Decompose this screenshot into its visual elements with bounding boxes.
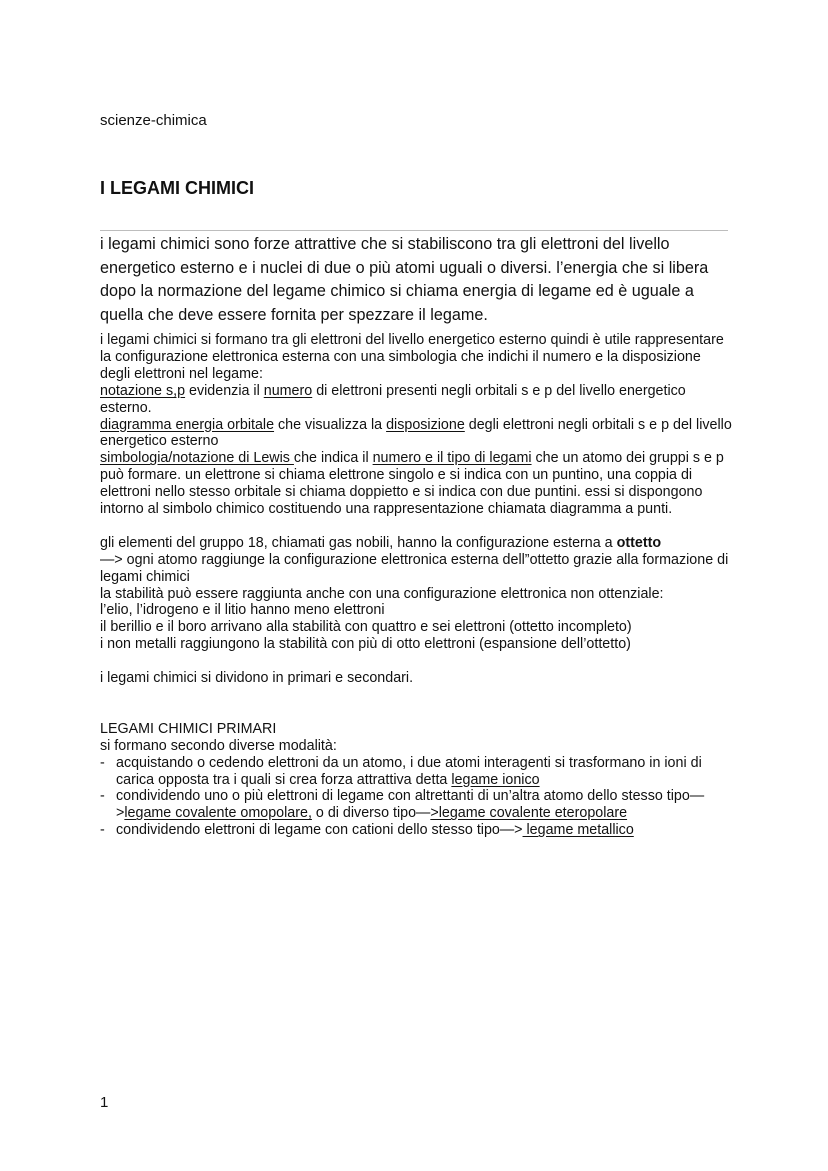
heteropolar-bond-term: >legame covalente eteropolare bbox=[430, 805, 628, 822]
intro-paragraph: i legami chimici sono forze attrattive che si stabiliscono tra gli elettroni del livello energetico esterno e i nuclei di due o più atomi uguali o diversi. l’energia che si libera dopo la normazione del legame chimico si chiama energia di legame ed è uguale a quella che deve essere fornita per spezzare il legame. bbox=[100, 235, 709, 324]
lewis-term: simbologia/notazione di Lewis bbox=[100, 450, 294, 467]
orbital-diagram-term: diagramma energia orbitale bbox=[100, 416, 275, 433]
page-number: 1 bbox=[100, 1094, 109, 1111]
stability-line: l’elio, l’idrogeno e il litio hanno meno elettroni bbox=[100, 602, 385, 619]
list-item: - condividendo elettroni di legame con cationi dello stesso tipo—> legame metallico bbox=[100, 822, 634, 839]
list-item: - acquistando o cedendo elettroni da un atomo, i due atomi interagenti si trasformano in ioni di carica opposta tra i quali si crea forza attrattiva detta legame ionico bbox=[100, 754, 702, 788]
stability-line: la stabilità può essere raggiunta anche con una configurazione elettronica non ottenziale: bbox=[100, 585, 664, 602]
body-text bbox=[100, 332, 732, 839]
notation-sp-paragraph: notazione s,p evidenzia il numero di elettroni presenti negli orbitali s e p del livello energetico esterno. bbox=[100, 382, 686, 416]
division-paragraph: i legami chimici si dividono in primari e secondari. bbox=[100, 670, 414, 687]
orbital-diagram-paragraph: diagramma energia orbitale che visualizza la disposizione degli elettroni negli orbitali s e p del livello energetico esterno bbox=[100, 416, 732, 450]
dash-bullet: - bbox=[100, 822, 105, 839]
primary-bond-list bbox=[100, 755, 732, 840]
metallic-bond-term: legame metallico bbox=[522, 822, 634, 839]
notation-sp-key: numero bbox=[263, 382, 313, 399]
orbital-diagram-key: disposizione bbox=[386, 416, 465, 433]
primary-heading: LEGAMI CHIMICI PRIMARI bbox=[100, 720, 277, 737]
stability-line: il berillio e il boro arrivano alla stabilità con quattro e sei elettroni (ottetto incompleto) bbox=[100, 619, 632, 636]
homopolar-bond-term: legame covalente omopolare, bbox=[124, 805, 312, 822]
notation-sp-term: notazione s,p bbox=[100, 382, 186, 399]
lewis-paragraph: simbologia/notazione di Lewis che indica il numero e il tipo di legami che un atomo dei gruppi s e p può formare. un elettrone si chiama elettrone singolo e si indica con un puntino, una coppia di elettroni nello stesso orbitale si chiama doppietto e si indica con due puntini. essi si dispongono intorno al simbolo chimico costituendo una rappresentazione chiamata diagramma a punti. bbox=[100, 450, 724, 518]
stability-line: i non metalli raggiungono la stabilità con più di otto elettroni (espansione dell’ottetto) bbox=[100, 636, 631, 653]
subject-header: scienze-chimica bbox=[100, 112, 207, 129]
ionic-bond-term: legame ionico bbox=[451, 771, 540, 788]
dash-bullet: - bbox=[100, 754, 105, 771]
title-divider bbox=[100, 230, 728, 231]
lewis-key: numero e il tipo di legami bbox=[372, 450, 532, 467]
octet-paragraph: gli elementi del gruppo 18, chiamati gas nobili, hanno la configurazione esterna a ottetto —> ogni atomo raggiunge la configurazione elettronica esterna dell”ottetto grazie alla formazione di legami chimici bbox=[100, 534, 729, 585]
representation-paragraph: i legami chimici si formano tra gli elettroni del livello energetico esterno quindi è utile rappresentare la configurazione elettronica esterna con una simbologia che indichi il numero e la disposizione degli elettroni nel legame: bbox=[100, 332, 724, 382]
primary-intro: si formano secondo diverse modalità: bbox=[100, 737, 337, 754]
list-item: - condividendo uno o più elettroni di legame con altrettanti di un’altra atomo dello stesso tipo—>legame covalente omopolare, o di diverso tipo—>legame covalente eteropolare bbox=[100, 788, 705, 822]
octet-keyword: ottetto bbox=[616, 534, 662, 551]
page-title: I LEGAMI CHIMICI bbox=[100, 178, 254, 198]
dash-bullet: - bbox=[100, 788, 105, 805]
